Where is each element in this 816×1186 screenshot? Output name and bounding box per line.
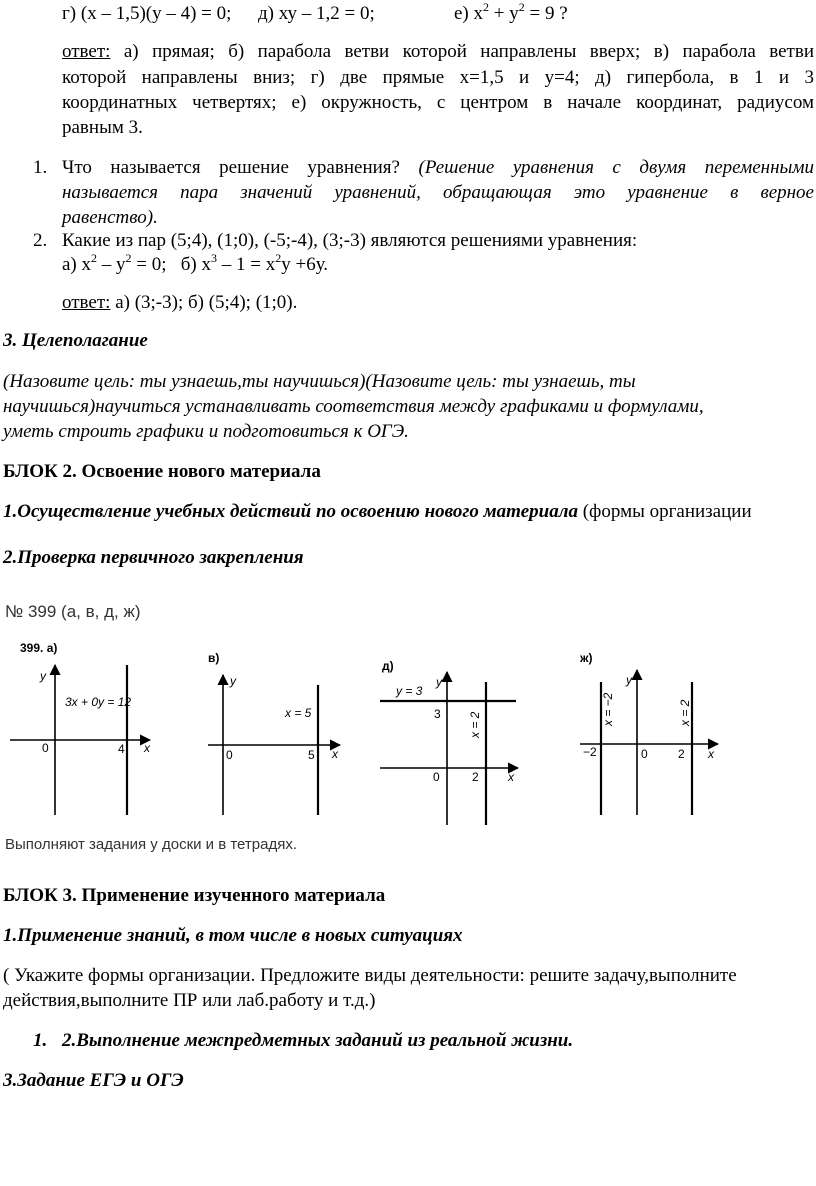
graph-zh-label: ж) [580,651,593,665]
q2-question: Какие из пар (5;4), (1;0), (-5;-4), (3;-3) являются решениями уравнения: [62,230,638,251]
graph-d-equation-y: y = 3 [396,684,423,698]
block2-item1-rest: (формы организации [582,501,752,522]
graph-v [208,651,340,815]
graph-d-equation-x: x = 2 [468,711,482,738]
graph-zh-equation-left: x = −2 [601,692,615,726]
graph-a [10,641,151,815]
equation-g: г) (х – 1,5)(у – 4) = 0; [62,3,232,24]
q2-eq-a-1: а) х [62,254,92,275]
answer1-line3: координатных четвертях; е) окружность, с центром в начале координат, радиусом [62,92,814,113]
q1-answer-line2: называется пара значений уравнений, обращающая это уравнение в верное [62,182,814,203]
equation-e [454,0,568,25]
graphs-svg [0,630,816,835]
graph-d-label: д) [382,659,394,673]
graph-a-equation: 3x + 0y = 12 [65,695,132,709]
block3-heading: БЛОК 3. Применение изученного материала [3,885,386,906]
figure-caption: Выполняют задания у доски и в тетрадях. [5,836,298,853]
q2-eq-a-exp1: 2 [91,250,98,265]
q2-eq-b-exp1: 3 [211,250,218,265]
block2-item1-bold: 1.Осуществление учебных действий по освоению нового материала [3,501,578,522]
graph-d-tick-2: 2 [472,770,479,784]
graph-v-tick-5: 5 [308,748,315,762]
q1-line1 [62,157,814,179]
graph-zh-x-label: x [708,747,714,761]
graph-v-y-label: y [230,674,236,688]
goal-line3: уметь строить графики и подготовиться к ОГЭ. [3,421,409,442]
q2-equations [62,250,329,276]
q2-eq-b-exp2: 2 [275,250,282,265]
answer1-text1: а) прямая; б) парабола ветви которой направлены вверх; в) парабола ветви [123,41,814,62]
equation-e-exp1: 2 [483,0,490,14]
graph-a-y-label: y [40,669,46,683]
figure-title: № 399 (а, в, д, ж) [5,602,141,621]
block3-item1: 1.Применение знаний, в том числе в новых ситуациях [3,925,463,946]
q1-answer-part1: (Решение уравнения с двумя переменными [418,157,814,178]
q1-answer-line3: равенство). [62,207,158,228]
block3-item3: 3.Задание ЕГЭ и ОГЭ [3,1070,184,1091]
graph-d-tick-3: 3 [434,707,441,721]
block3-list-number: 1. [33,1030,48,1051]
answer1-line1 [62,41,814,63]
answer1-line2: которой направлены вниз; г) две прямые х=1,5 и у=4; д) гипербола, в 1 и 3 [62,67,814,88]
graph-d-y-label: y [436,675,442,689]
answer1-label: ответ: [62,41,111,62]
block2-item2: 2.Проверка первичного закрепления [3,547,304,568]
q2-answer [62,292,297,314]
graph-v-x-label: x [332,747,338,761]
graph-a-x-label: x [144,741,150,755]
block3-list-item: 2.Выполнение межпредметных заданий из реальной жизни. [62,1030,574,1051]
answer1-line4: равным 3. [62,117,143,138]
q1-question: Что называется решение уравнения? [62,157,400,178]
block2-item1 [3,501,752,523]
graph-zh-tick-neg2: −2 [583,745,597,759]
goal-line1: (Назовите цель: ты узнаешь,ты научишься)(Назовите цель: ты узнаешь, ты [3,371,636,392]
q2-eq-b-2: – 1 = х [217,254,276,275]
equation-e-exp2: 2 [518,0,525,14]
q2-number: 2. [33,230,48,251]
equation-e-part3: = 9 ? [524,3,568,24]
q2-answer-label: ответ: [62,292,111,313]
graph-zh [579,651,718,815]
q2-eq-a-exp2: 2 [125,250,132,265]
figure-graphs [0,630,816,835]
graph-a-origin: 0 [42,741,49,755]
graph-v-origin: 0 [226,748,233,762]
graph-d-origin: 0 [433,770,440,784]
block2-heading: БЛОК 2. Освоение нового материала [3,461,321,482]
equation-e-part2: + у [489,3,519,24]
q1-number: 1. [33,157,48,178]
goal-line2: научишься)научиться устанавливать соответствия между графиками и формулами, [3,396,704,417]
equation-e-part1: е) х [454,3,484,24]
graph-a-label: 399. а) [20,641,58,655]
graph-a-tick-4: 4 [118,742,125,756]
q2-eq-b-3: у +6у. [281,254,329,275]
block3-para-line2: действия,выполните ПР или лаб.работу и т.д.) [3,990,376,1011]
equations-line [62,3,231,25]
q2-eq-b-1: б) х [180,254,212,275]
q2-answer-text: а) (3;-3); б) (5;4); (1;0). [115,292,298,313]
graph-v-label: в) [208,651,220,665]
goal-heading: 3. Целеполагание [3,330,148,351]
graph-zh-tick-2: 2 [678,747,685,761]
graph-v-equation: x = 5 [285,706,312,720]
q2-eq-a-2: – у [97,254,126,275]
graph-d-x-label: x [508,770,514,784]
equation-d: д) ху – 1,2 = 0; [258,3,375,24]
q2-eq-a-3: = 0; [131,254,167,275]
graph-zh-origin: 0 [641,747,648,761]
graph-d [380,659,518,825]
graph-zh-equation-right: x = 2 [678,699,692,726]
block3-para-line1: ( Укажите формы организации. Предложите виды деятельности: решите задачу,выполните [3,965,737,986]
graph-zh-y-label: y [626,673,632,687]
